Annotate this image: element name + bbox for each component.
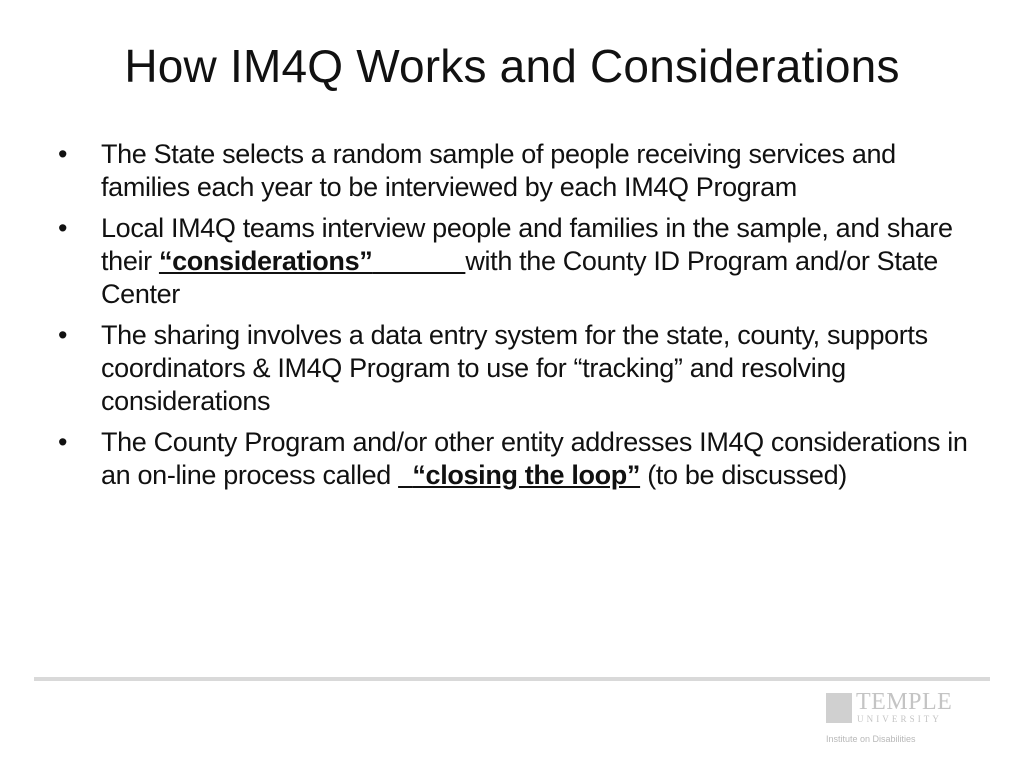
bullet-text: The County Program and/or other entity addresses IM4Q considerations in an on-line process called — [101, 427, 968, 490]
institute-name: Institute on Disabilities — [826, 734, 916, 744]
underline-gap — [398, 460, 412, 490]
bullet-item — [58, 426, 973, 492]
bullet-text-tail: with the County ID Program and/or State Center — [101, 246, 938, 309]
logo-subtitle: UNIVERSITY — [857, 714, 942, 724]
logo-name: TEMPLE — [856, 689, 953, 715]
temple-logo — [826, 690, 986, 750]
considerations-term: “considerations” — [158, 246, 373, 276]
bullet-list — [58, 138, 973, 500]
bullet-item — [58, 319, 973, 418]
bullet-marker: • — [58, 213, 68, 243]
slide-title: How IM4Q Works and Considerations — [124, 40, 900, 92]
bullet-text-tail: (to be discussed) — [640, 460, 847, 490]
footer-divider — [34, 677, 990, 681]
underline-gap — [372, 246, 465, 276]
bullet-text: The State selects a random sample of people receiving services and families each year to be interviewed by each IM4Q Program — [101, 139, 896, 202]
temple-logo-icon — [826, 693, 852, 723]
bullet-marker: • — [58, 139, 68, 169]
bullet-text: The sharing involves a data entry system for the state, county, supports coordinators & IM4Q Program to use for “tracking” and resolving considerations — [101, 320, 928, 416]
bullet-marker: • — [58, 320, 68, 350]
closing-the-loop-term: “closing the loop” — [412, 460, 641, 490]
bullet-text: Local IM4Q teams interview people and families in the sample, and share their — [101, 213, 953, 276]
bullet-item — [58, 212, 973, 311]
bullet-item — [58, 138, 973, 204]
bullet-marker: • — [58, 427, 68, 457]
